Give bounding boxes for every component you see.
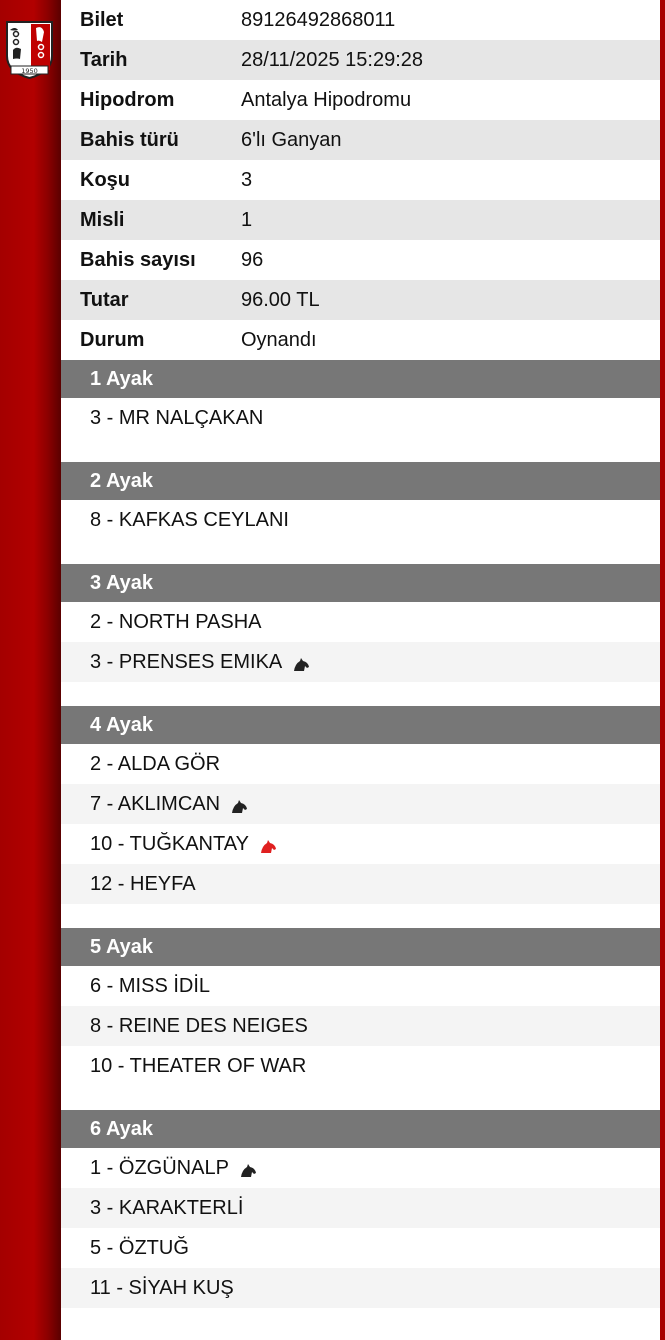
- horse-name: 1 - ÖZGÜNALP: [90, 1156, 229, 1179]
- horse-name: 6 - MISS İDİL: [90, 974, 211, 997]
- info-value: 89126492868011: [241, 8, 396, 31]
- horse-row: [61, 966, 660, 1006]
- info-value: Oynandı: [241, 328, 317, 351]
- info-label: Koşu: [80, 168, 130, 191]
- horse-name: 3 - PRENSES EMIKA: [90, 650, 283, 673]
- leg-header: 5 Ayak: [61, 928, 660, 966]
- horse-row: [61, 1268, 660, 1308]
- horse-name: 2 - NORTH PASHA: [90, 610, 262, 633]
- info-row: [61, 160, 660, 200]
- horse-row: [61, 642, 660, 682]
- leg-header: 3 Ayak: [61, 564, 660, 602]
- leg-spacer: [61, 904, 660, 928]
- horse-name: 8 - KAFKAS CEYLANI: [90, 508, 289, 531]
- left-brand-rail: [0, 0, 61, 1340]
- leg-header: 4 Ayak: [61, 706, 660, 744]
- info-row: [61, 80, 660, 120]
- horse-row: [61, 398, 660, 438]
- leg-header: 2 Ayak: [61, 462, 660, 500]
- legs-list: [61, 360, 660, 1332]
- horse-name: 5 - ÖZTUĞ: [90, 1236, 189, 1259]
- horse-name: 8 - REINE DES NEIGES: [90, 1014, 308, 1037]
- horse-row: [61, 744, 660, 784]
- horse-row: [61, 864, 660, 904]
- info-label: Tutar: [80, 288, 129, 311]
- info-row: [61, 320, 660, 360]
- info-label: Bahis sayısı: [80, 248, 196, 271]
- leg-spacer: [61, 438, 660, 462]
- horse-row: [61, 784, 660, 824]
- horse-name: 2 - ALDA GÖR: [90, 752, 221, 775]
- info-row: [61, 200, 660, 240]
- horse-name: 12 - HEYFA: [90, 872, 196, 895]
- info-value: 96.00 TL: [241, 288, 320, 311]
- leg-spacer: [61, 682, 660, 706]
- info-label: Misli: [80, 208, 125, 231]
- ticket-detail: [61, 0, 660, 1340]
- horse-name: 10 - TUĞKANTAY: [90, 832, 249, 855]
- info-row: [61, 280, 660, 320]
- horse-name: 7 - AKLIMCAN: [90, 792, 221, 815]
- horse-name: 3 - KARAKTERLİ: [90, 1196, 244, 1219]
- horse-row: [61, 1148, 660, 1188]
- horse-head-icon-dark: [230, 797, 248, 811]
- right-brand-edge: [660, 0, 665, 1340]
- leg-header: 1 Ayak: [61, 360, 660, 398]
- horse-head-icon-red: [259, 837, 277, 851]
- leg-spacer: [61, 1308, 660, 1332]
- horse-row: [61, 500, 660, 540]
- horse-name: 3 - MR NALÇAKAN: [90, 406, 264, 429]
- horse-row: [61, 602, 660, 642]
- info-label: Tarih: [80, 48, 128, 71]
- info-value: 28/11/2025 15:29:28: [241, 48, 424, 71]
- horse-name: 11 - SİYAH KUŞ: [90, 1276, 234, 1299]
- club-crest-icon[interactable]: [5, 20, 54, 80]
- leg-header: 6 Ayak: [61, 1110, 660, 1148]
- horse-row: [61, 1228, 660, 1268]
- horse-head-icon-dark: [292, 655, 310, 669]
- info-label: Bahis türü: [80, 128, 179, 151]
- horse-row: [61, 824, 660, 864]
- info-label: Durum: [80, 328, 145, 351]
- info-row: [61, 0, 660, 40]
- horse-row: [61, 1006, 660, 1046]
- info-value: Antalya Hipodromu: [241, 88, 412, 111]
- horse-name: 10 - THEATER OF WAR: [90, 1054, 307, 1077]
- info-row: [61, 240, 660, 280]
- info-row: [61, 40, 660, 80]
- info-label: Hipodrom: [80, 88, 175, 111]
- horse-row: [61, 1188, 660, 1228]
- horse-head-icon-dark: [239, 1161, 257, 1175]
- info-row: [61, 120, 660, 160]
- crest-year: 1950: [21, 67, 38, 75]
- info-value: 3: [241, 168, 253, 191]
- info-value: 6'lı Ganyan: [241, 128, 342, 151]
- ticket-info-table: [61, 0, 660, 360]
- horse-row: [61, 1046, 660, 1086]
- info-label: Bilet: [80, 8, 124, 31]
- info-value: 1: [241, 208, 253, 231]
- leg-spacer: [61, 1086, 660, 1110]
- leg-spacer: [61, 540, 660, 564]
- info-value: 96: [241, 248, 264, 271]
